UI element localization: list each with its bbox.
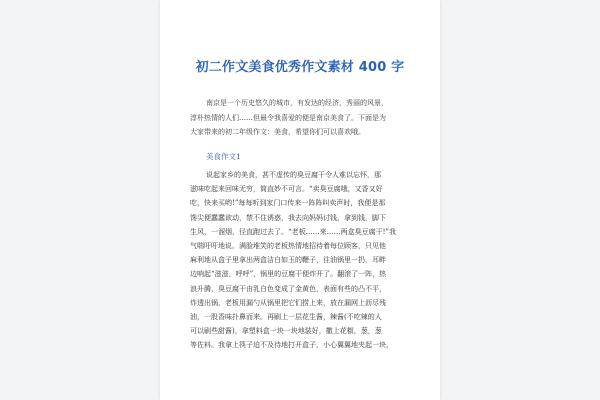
intro-line: 淳朴热情的人们……但最令我喜爱的便是南京美食了。下面是为 [190,113,386,122]
intro-paragraph [190,96,420,140]
intro-line: 南京是一个历史悠久的城市，有发达的经济，秀丽的风景， [206,99,388,107]
body-line: 炸透出锅，老板用漏勺从锅里把它们捞上来，放在漏网上沥尽残 [190,298,386,307]
body-line: 可以刷些甜酱)，拿塑料盒一块一块地装好，撒上花椒，葱，葱 [190,327,382,336]
body-line: 说起家乡的美食，甚不虚传的臭豆腐干令人难以忘怀，那 [206,171,381,179]
body-line: 麻利地从盒子里拿出两盒洁白如玉的鞭子，往油锅里一扔，耳畔 [190,256,386,265]
body-line: 气喘吁吁地说。满脸堆笑的老板热情地招待着每位顾客，只见他 [190,242,386,251]
body-line: 边响起“滋滋，呼呼”，锅里的豆腐干便炸开了。翻滚了一阵，热 [190,270,387,279]
body-line: 馋尖便蠢蠢欲动，禁不住诱惑，我去向妈妈讨钱，拿到钱，脚下 [190,213,386,222]
body-line: 滋味吃起来回味无穷，简直妙不可言。“卖臭豆腐哦，又香又好 [190,185,383,194]
body-line: 生风，一溜烟，径直跑过去了。“老板……来……两盒臭豆腐干!”我 [190,227,396,236]
essay-body [190,168,420,353]
document-title: 初二作文美食优秀作文素材 400 字 [195,60,405,75]
body-line: 油，一股香味扑鼻而来。再刷上一层花生酱，辣酱(不吃辣的人 [190,313,382,322]
essay-subheading: 美食作文1 [206,152,241,161]
body-line: 吃，快来买哟!”每每听到家门口传来一阵阵叫卖声时，我便是那 [190,199,386,208]
body-line: 浪升腾，臭豆腐干由乳白色变成了金黄色，表面有些的凸不平， [190,284,386,293]
intro-line: 大家带来的初二年级作文：美食，希望你们可以喜欢哦。 [190,128,365,136]
document-page [160,0,440,400]
body-line: 等佐料。我拿上筷子迫不及待地打开盒子，小心翼翼地夹起一块， [190,341,393,350]
